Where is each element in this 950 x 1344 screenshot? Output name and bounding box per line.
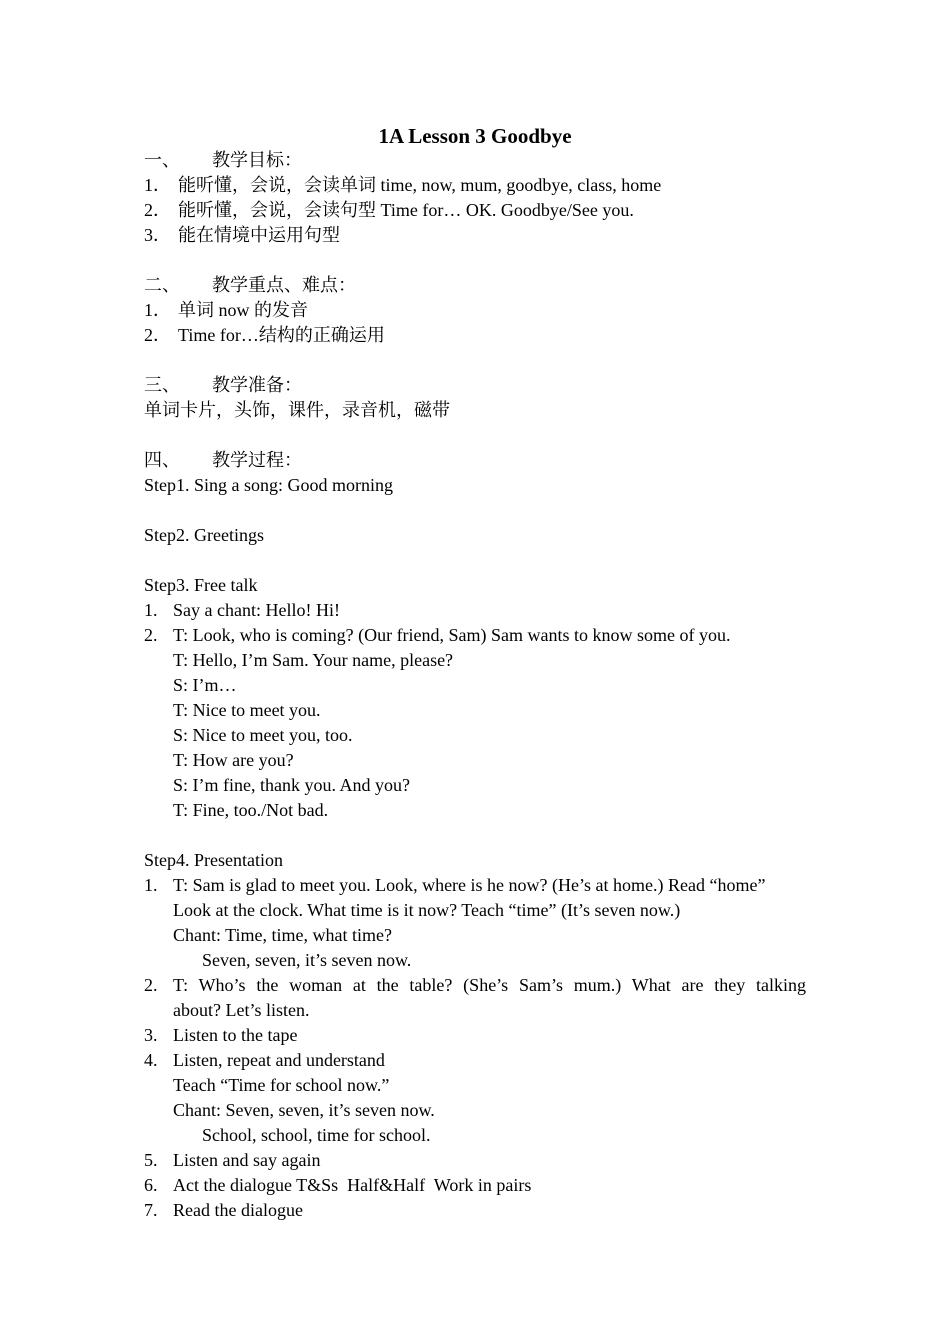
list-text: Listen and say again: [173, 1150, 321, 1170]
list-text: 单词 now 的发音: [178, 300, 308, 320]
list-number: 4.: [144, 1050, 158, 1070]
page-title: 1A Lesson 3 Goodbye: [378, 124, 572, 148]
step-1-title: Step1. Sing a song: Good morning: [144, 475, 394, 495]
section-heading-text: 教学目标：: [212, 150, 302, 170]
section-number: 一、: [144, 150, 180, 170]
section-number: 三、: [144, 375, 180, 395]
list-number: 1.: [144, 875, 158, 895]
list-text: 能听懂，会说，会读句型 Time for… OK. Goodbye/See you.: [178, 200, 634, 220]
list-text: 能在情境中运用句型: [178, 225, 340, 245]
list-number: 7.: [144, 1200, 158, 1220]
section-number: 四、: [144, 450, 180, 470]
list-number: 2.: [144, 975, 158, 995]
list-text: Act the dialogue T&Ss Half&Half Work in pairs: [173, 1175, 532, 1195]
list-text: Time for…结构的正确运用: [178, 325, 385, 345]
list-number: 3．: [144, 225, 171, 245]
list-number: 2.: [144, 625, 158, 645]
list-text: Listen, repeat and understand: [173, 1050, 385, 1070]
step-3-title: Step3. Free talk: [144, 575, 258, 595]
list-text: Read the dialogue: [173, 1200, 303, 1220]
document-page: 1A Lesson 3 Goodbye 一、 教学目标： 1． 能听懂，会说，会读单词 time, now, mum, goodbye, class, home 2． 能听懂，会说，会读句型 Time for… OK. Goodbye/See you. 3． 能在情境中运用句型 二、 教学重点、难点： 1． 单词 now 的发音 2． Time for…结构的正确运用 三、 教学准备： 单词卡片，头饰，课件，录音机，磁带 四、 教学过程： Step1. Sing a song: Good morning Step2. Greetings Step3. Free talk 1. Say a chant: Hello! Hi! 2. T: Look, who is coming? (Our friend, Sam) Sam wants to know some of you. T: Hello, I’m Sam. Your name, please? S: I’m… T: Nice to meet you. S: Nice to meet you, too. T: How are you? S: I’m fine, thank you. And you? T: Fine, too./Not bad. Step4. Presentation 1. T: Sam is glad to meet you. Look, where is he now? (He’s at home.) Read “home” Look at the clock. What time is it now? Teach “time” (It’s seven now.) Chant: Time, time, what time? Seven, seven, it’s seven now. 2. T: Who’s the woman at the table? (She’s Sam’s mum.) What are they talking about? Let’s listen. 3. Listen to the tape 4. Listen, repeat and understand Teach “Time for school now.” Chant: Seven, seven, it’s seven now. School, school, time for school. 5. Listen and say again 6. Act the dialogue T&Ss Half&Half Work in pairs 7. Read the dialogue: [0, 0, 950, 1344]
section-heading-text: 教学准备：: [212, 375, 302, 395]
step-4-title: Step4. Presentation: [144, 850, 283, 870]
list-number: 6.: [144, 1175, 158, 1195]
section-heading-text: 教学过程：: [212, 450, 302, 470]
step-2-title: Step2. Greetings: [144, 525, 264, 545]
list-number: 3.: [144, 1025, 158, 1045]
preparation-text: 单词卡片，头饰，课件，录音机，磁带: [144, 400, 450, 420]
list-text: T: Look, who is coming? (Our friend, Sam) Sam wants to know some of you.: [173, 625, 731, 645]
list-text: T: Sam is glad to meet you. Look, where is he now? (He’s at home.) Read “home”: [173, 875, 766, 895]
list-number: 5.: [144, 1150, 158, 1170]
list-number: 2．: [144, 325, 171, 345]
list-number: 1．: [144, 300, 171, 320]
section-number: 二、: [144, 275, 180, 295]
list-text: T: Who’s the woman at the table? (She’s Sam’s mum.) What are they talking: [173, 975, 806, 995]
list-number: 1．: [144, 175, 171, 195]
section-heading-text: 教学重点、难点：: [212, 275, 356, 295]
list-number: 1.: [144, 600, 158, 620]
list-text: Listen to the tape: [173, 1025, 298, 1045]
list-text: 能听懂，会说，会读单词 time, now, mum, goodbye, class, home: [178, 175, 662, 195]
list-number: 2．: [144, 200, 171, 220]
list-text: Say a chant: Hello! Hi!: [173, 600, 340, 620]
